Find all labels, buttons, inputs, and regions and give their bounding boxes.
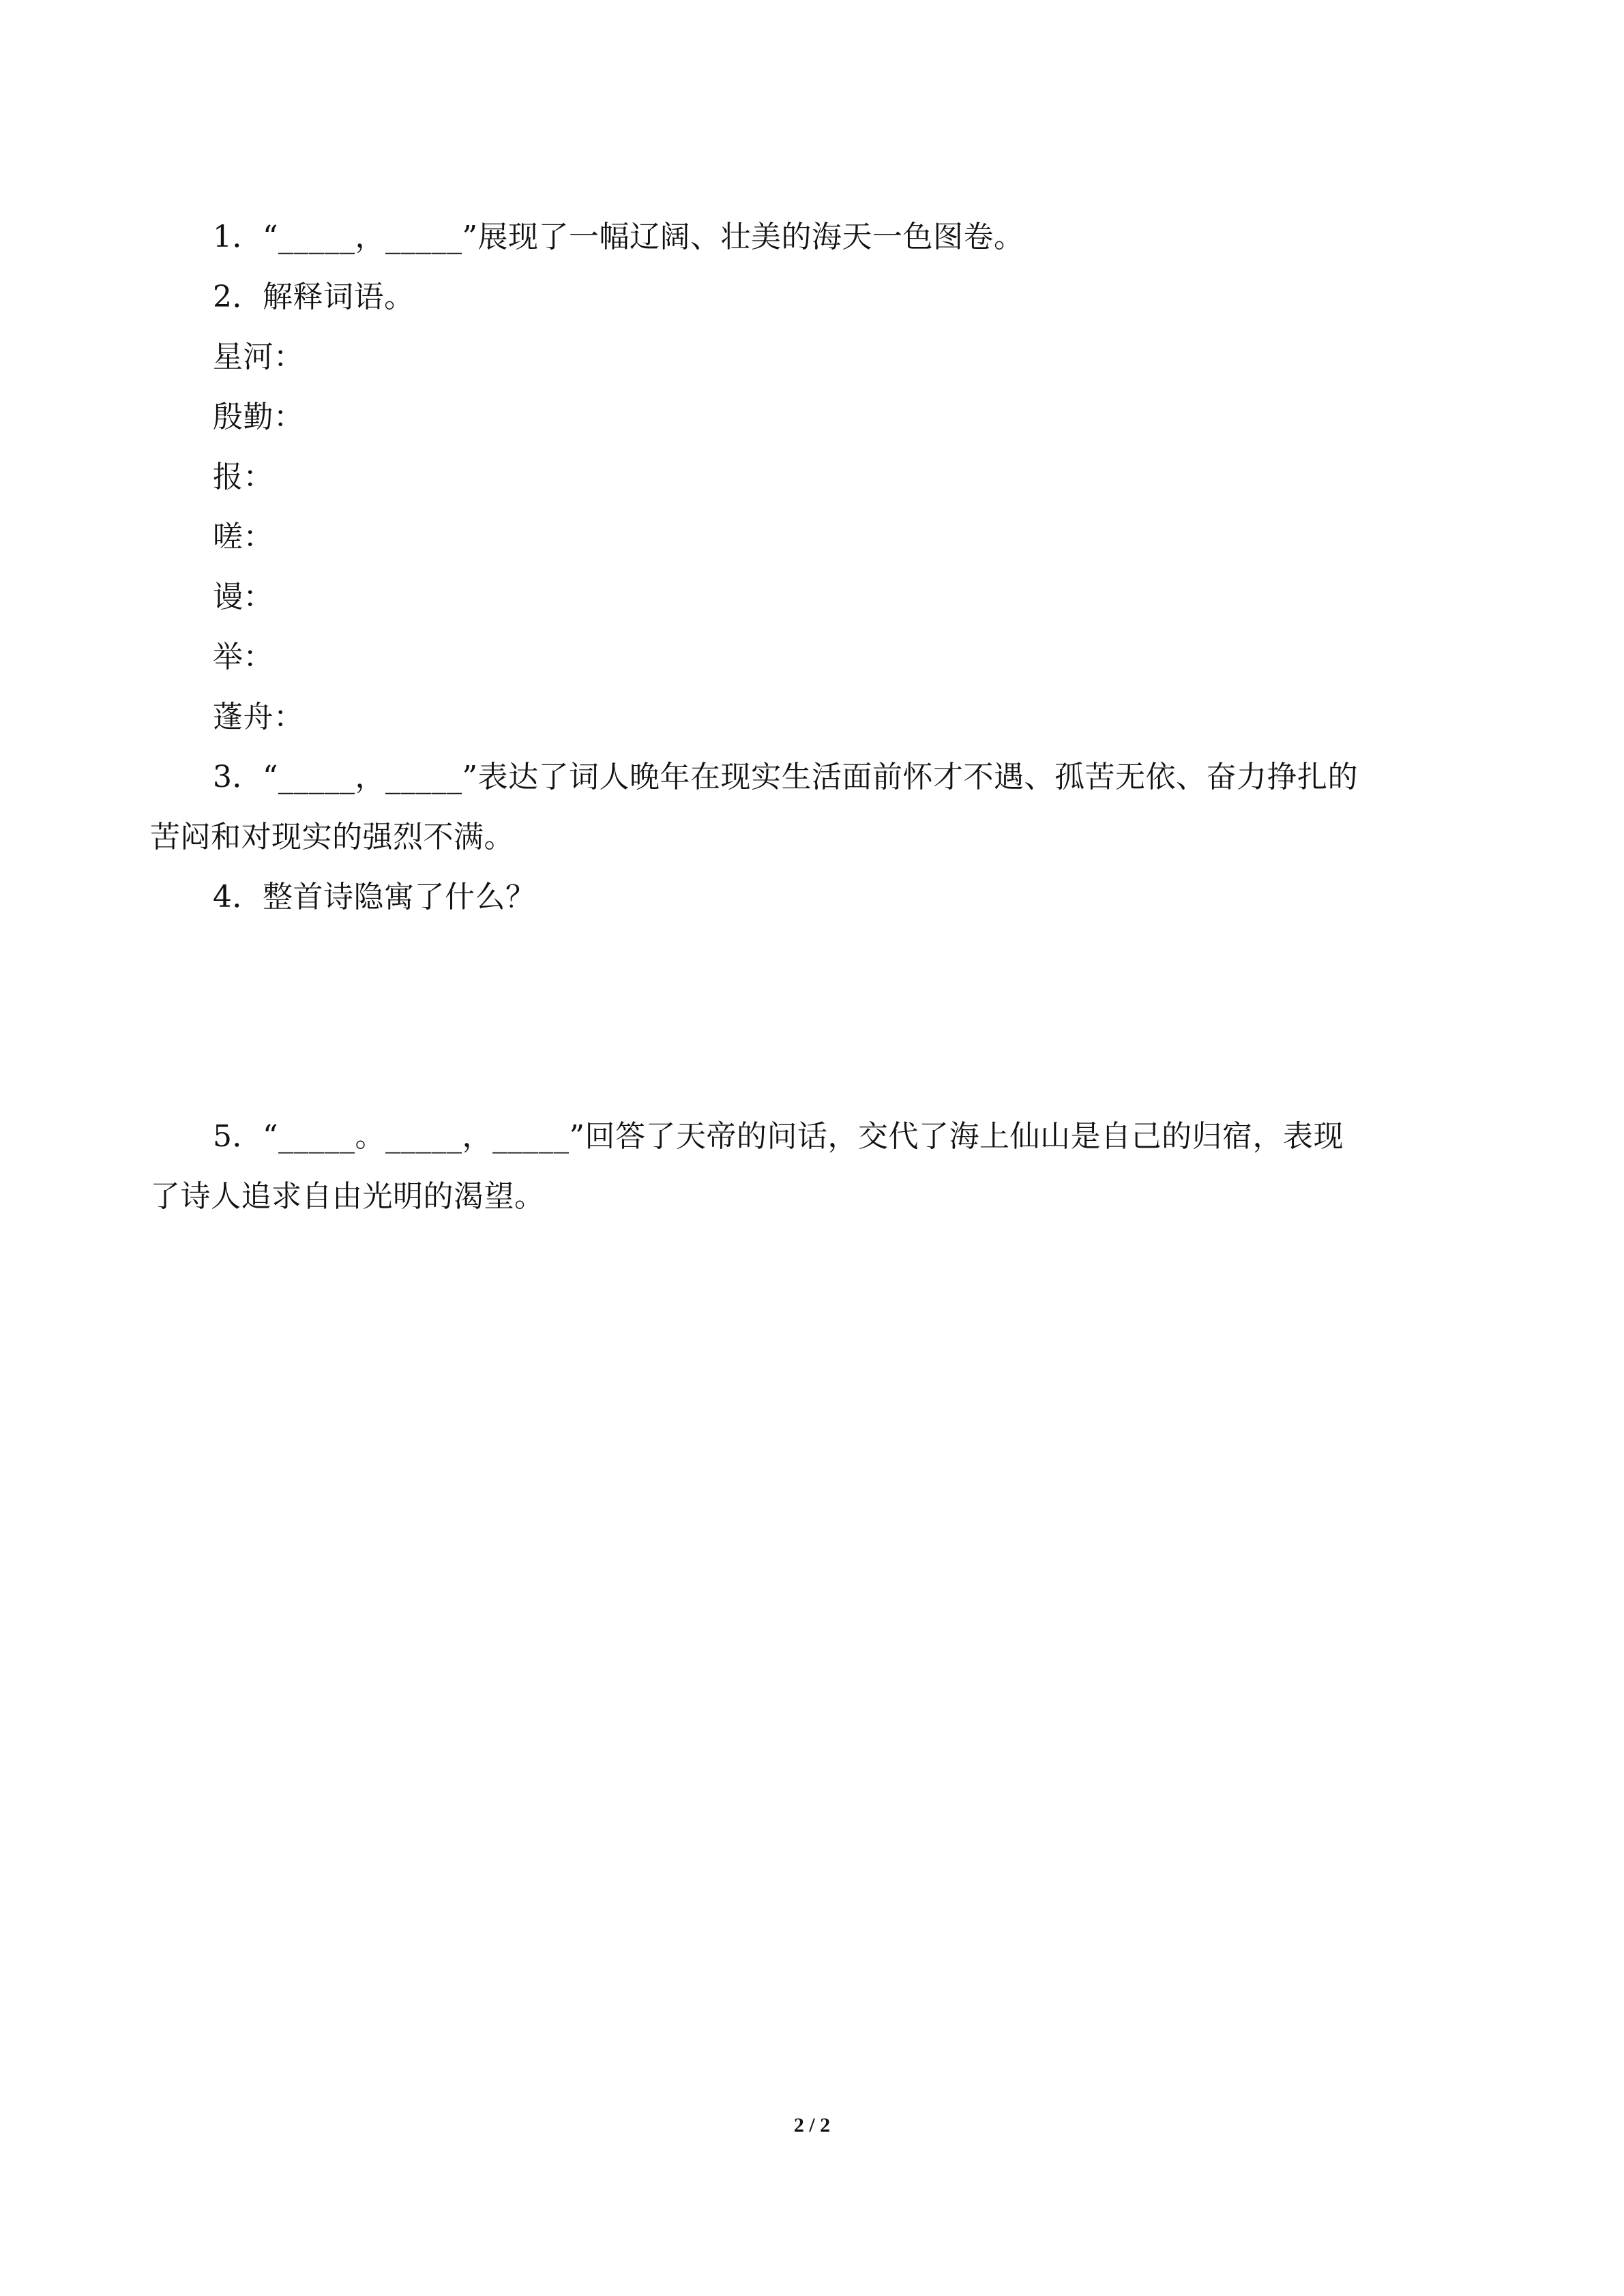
question-2: 2．解释词语。	[213, 280, 415, 314]
question-4: 4．整首诗隐寓了什么？	[213, 880, 536, 914]
term-xinghe: 星河：	[213, 340, 304, 374]
term-pengzhou: 蓬舟：	[213, 700, 304, 734]
question-5-line-1: 5．“_____。_____，_____”回答了天帝的问话，交代了海上仙山是自己的归宿，表现	[213, 1119, 1344, 1154]
term-yinqin: 殷勤：	[213, 400, 304, 434]
question-1: 1．“_____，_____”展现了一幅辽阔、壮美的海天一色图卷。	[213, 220, 1024, 254]
term-man: 谩：	[213, 580, 274, 614]
question-3-line-2: 苦闷和对现实的强烈不满。	[150, 820, 514, 854]
term-ju: 举：	[213, 640, 274, 674]
term-jie: 嗟：	[213, 520, 274, 554]
question-3-line-1: 3．“_____，_____”表达了词人晚年在现实生活面前怀才不遇、孤苦无依、奋力挣扎的	[213, 760, 1358, 794]
page-number: 2 / 2	[793, 2114, 831, 2136]
question-5-line-2: 了诗人追求自由光明的渴望。	[150, 1179, 545, 1214]
term-bao: 报：	[213, 460, 274, 494]
